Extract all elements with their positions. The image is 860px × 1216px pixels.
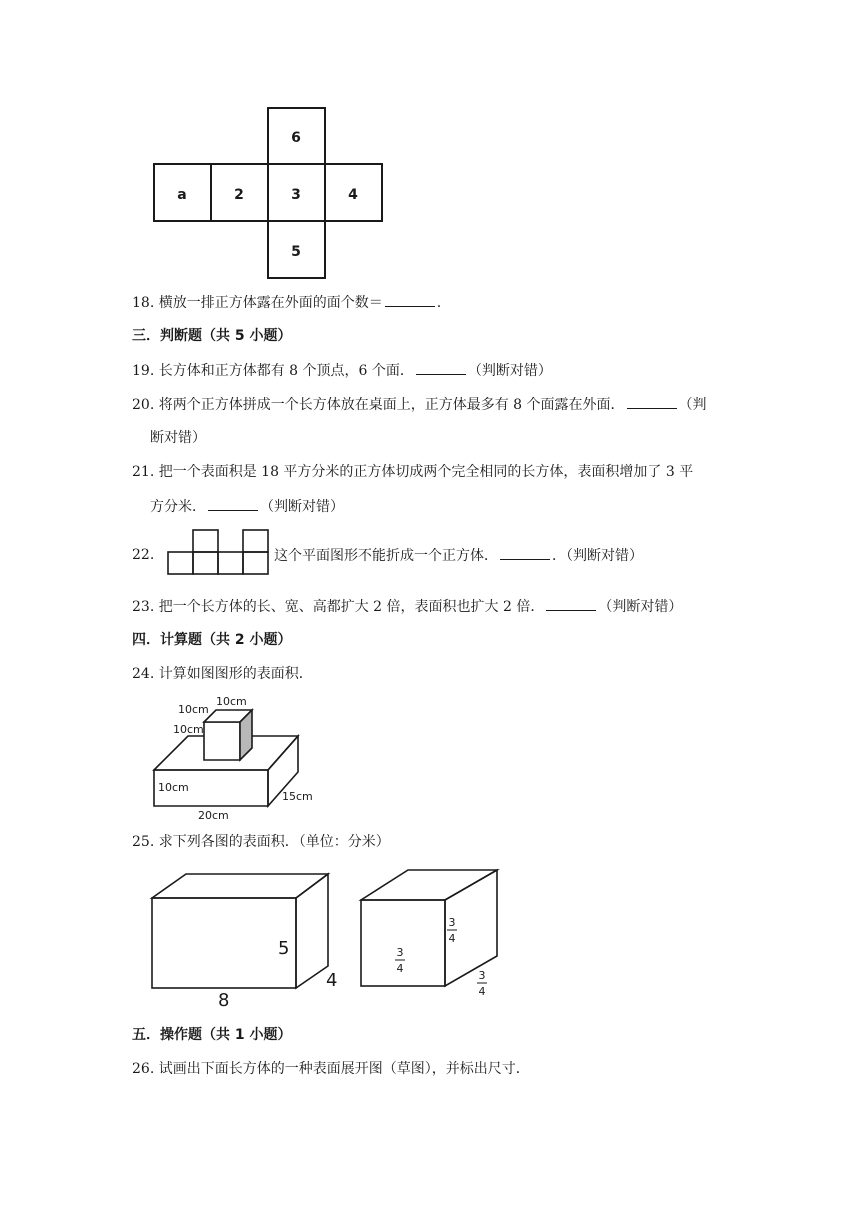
question-text: 试画出下面长方体的一种表面展开图（草图），并标出尺寸． xyxy=(158,1061,530,1077)
question-number: 18. xyxy=(132,295,155,311)
label-height: 5 xyxy=(278,938,290,959)
question-text: 计算如图图形的表面积． xyxy=(158,666,313,682)
cuboid-figure xyxy=(148,868,348,1010)
question-text-cont: 方分米． xyxy=(150,499,206,515)
question-tail: （判断对错） xyxy=(260,499,344,515)
cube-figure xyxy=(356,866,504,1006)
question-22-number: 22. xyxy=(132,547,155,563)
section-heading-5: 五．操作题（共 1 小题） xyxy=(132,1027,292,1043)
question-tail: ．（判断对错） xyxy=(552,548,643,564)
net-label-2: 2 xyxy=(234,187,244,203)
answer-blank[interactable] xyxy=(500,545,550,560)
label-length: 8 xyxy=(218,990,230,1010)
question-18 xyxy=(132,292,441,313)
question-number: 26. xyxy=(132,1061,155,1077)
net-label-a: a xyxy=(177,187,187,203)
question-tail: （判 xyxy=(678,397,707,413)
label-edge-side-num: 3 xyxy=(478,969,486,982)
label-face-den: 4 xyxy=(396,962,404,975)
question-25 xyxy=(132,832,390,852)
question-text: 这个平面图形不能折成一个正方体． xyxy=(274,548,498,564)
stacked-solids-figure xyxy=(148,690,328,822)
cube-net-figure xyxy=(150,105,390,283)
question-tail: （判断对错） xyxy=(467,363,552,379)
question-number: 23. xyxy=(132,599,155,615)
net-label-top: 6 xyxy=(291,130,301,146)
question-text: 将两个正方体拼成一个长方体放在桌面上，正方体最多有 8 个面露在外面． xyxy=(158,397,625,413)
answer-blank[interactable] xyxy=(385,292,435,307)
label-box-length: 20cm xyxy=(198,809,229,822)
question-text: 把一个表面积是 18 平方分米的正方体切成两个完全相同的长方体，表面积增加了 3 平 xyxy=(158,464,694,480)
label-edge-front-den: 4 xyxy=(448,932,456,945)
section-heading-3: 三．判断题（共 5 小题） xyxy=(132,328,292,344)
question-tail: . xyxy=(436,295,442,311)
answer-blank[interactable] xyxy=(208,496,258,511)
net-label-4: 4 xyxy=(348,187,358,203)
unfold-shape-figure xyxy=(166,527,272,577)
question-number: 21. xyxy=(132,464,155,480)
question-number: 25. xyxy=(132,834,155,850)
question-23 xyxy=(132,596,682,617)
question-text: 把一个长方体的长、宽、高都扩大 2 倍，表面积也扩大 2 倍． xyxy=(158,599,545,615)
net-label-3: 3 xyxy=(291,187,301,203)
question-text: 求下列各图的表面积．（单位：分米） xyxy=(158,834,390,850)
label-edge-side-den: 4 xyxy=(478,985,486,998)
label-box-height: 10cm xyxy=(158,781,189,794)
question-number: 24. xyxy=(132,666,155,682)
question-20 xyxy=(132,394,707,415)
question-20-line2: 断对错） xyxy=(150,430,206,446)
net-label-bottom: 5 xyxy=(291,244,301,260)
question-22 xyxy=(274,545,643,566)
section-heading-4: 四．计算题（共 2 小题） xyxy=(132,632,292,648)
label-face-num: 3 xyxy=(396,946,404,959)
question-21 xyxy=(132,462,693,482)
answer-blank[interactable] xyxy=(546,596,596,611)
question-text: 长方体和正方体都有 8 个顶点，6 个面． xyxy=(158,363,414,379)
label-box-width: 15cm xyxy=(282,790,313,803)
answer-blank[interactable] xyxy=(416,360,466,375)
question-number: 20. xyxy=(132,397,155,413)
question-number: 19. xyxy=(132,363,155,379)
question-tail: （判断对错） xyxy=(598,599,683,615)
label-width: 4 xyxy=(326,970,338,991)
question-24 xyxy=(132,664,313,684)
question-21-line2 xyxy=(150,496,344,517)
answer-blank[interactable] xyxy=(627,394,677,409)
label-cube-top: 10cm xyxy=(216,695,247,708)
question-text: 横放一排正方体露在外面的面个数＝ xyxy=(158,295,383,311)
label-edge-front-num: 3 xyxy=(448,916,456,929)
question-19 xyxy=(132,360,552,381)
label-cube-side: 10cm xyxy=(173,723,204,736)
label-cube-left: 10cm xyxy=(178,703,209,716)
question-26 xyxy=(132,1059,530,1079)
